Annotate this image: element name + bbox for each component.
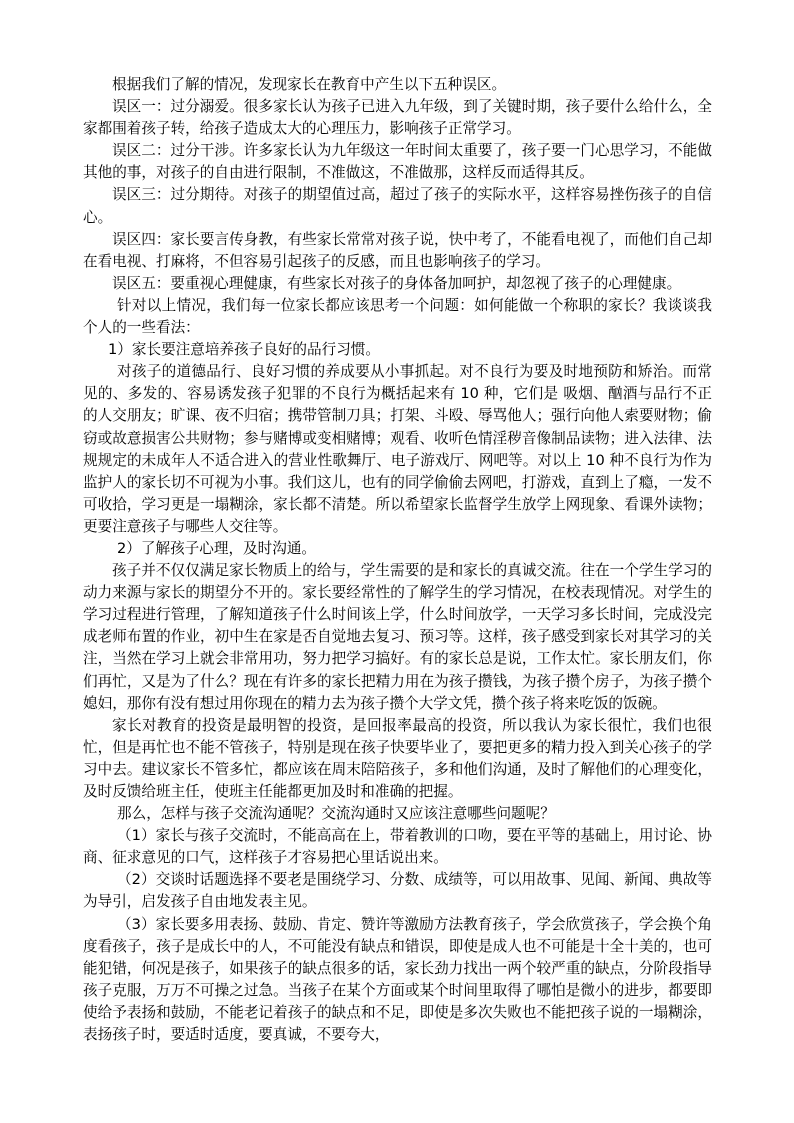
reflection-paragraph: 针对以上情况，我们每一位家长都应该思考一个问题：如何能做一个称职的家长？我谈谈我个人的一些看法： (83, 296, 712, 337)
misconception-1-paragraph: 误区一：过分溺爱。很多家长认为孩子已进入九年级，到了关键时期，孩子要什么给什么，全家都围着孩子转，给孩子造成太大的心理压力，影响孩子正常学习。 (83, 98, 712, 138)
communication-tip-3-paragraph: （3）家长要多用表扬、鼓励、肯定、赞许等激励方法教育孩子，学会欣赏孩子，学会换个角度看孩子，孩子是成长中的人，不可能没有缺点和错误，即使是成人也不可能是十全十美的，也可能犯错，何况是孩子，如果孩子的缺点很多的话，家长劲力找出一两个较严重的缺点，分阶段指导孩子克服，万万不可操之过急。当孩子在某个方面或某个时间里取得了哪怕是微小的进步，都要即使给予表扬和鼓励，不能老记着孩子的缺点和不足，即使是多次失败也不能把孩子说的一塌糊涂，表扬孩子时，要适时适度，要真诚，不要夸大， (83, 915, 712, 1044)
section-2-body-paragraph: 孩子并不仅仅满足家长物质上的给与，学生需要的是和家长的真诚交流。往在一个学生学习的动力来源与家长的期望分不开的。家长要经常性的了解学生的学习情况，在校表现情况。对学生的学习过程进行管理，了解知道孩子什么时间该上学，什么时间放学，一天学习多长时间，完成没完成老师布置的作业，初中生在家是否自觉地去复习、预习等。这样，孩子感受到家长对其学习的关注，当然在学习上就会非常用功，努力把学习搞好。有的家长总是说，工作太忙。家长朋友们，你们再忙，又是为了什么？现在有许多的家长把精力用在为孩子攒钱，为孩子攒个房子，为孩子攒个媳妇，那你有没有想过用你现在的精力去为孩子攒个大学文凭，攒个孩子将来吃饭的饭碗。 (83, 562, 712, 712)
misconception-2-paragraph: 误区二：过分干涉。许多家长认为九年级这一年时间太重要了，孩子要一门心思学习，不能做其他的事，对孩子的自由进行限制，不准做这，不准做那，这样反而适得其反。 (83, 142, 712, 182)
section-1-heading: 1）家长要注意培养孩子良好的品行习惯。 (108, 341, 380, 359)
communication-question-paragraph: 那么，怎样与孩子交流沟通呢？交流沟通时又应该注意哪些问题呢？ (117, 805, 555, 823)
intro-paragraph: 根据我们了解的情况，发现家长在教育中产生以下五种误区。 (112, 76, 507, 93)
misconception-3-paragraph: 误区三：过分期待。对孩子的期望值过高，超过了孩子的实际水平，这样容易挫伤孩子的自信心。 (83, 186, 712, 226)
section-1-body-paragraph: 对孩子的道德品行、良好习惯的养成要从小事抓起。对不良行为要及时地预防和矫治。而常见的、多发的、容易诱发孩子犯罪的不良行为概括起来有 10 种，它们是 吸烟、酗酒与品行不正的人交朋友；旷课、夜不归宿；携带管制刀具；打架、斗殴、辱骂他人；强行向他人索要财物；偷窃或故意损害公共财物；参与赌博或变相赌博；观看、收听色情淫秽音像制品读物；进入法律、法规规定的未成年人不适合进入的营业性歌舞厅、电子游戏厅、网吧等。对以上 10 种不良行为作为监护人的家长切不可视为小事。我们这儿，也有的同学偷偷去网吧，打游戏，直到上了瘾，一发不可收拾，学习更是一塌糊涂，家长都不清楚。所以希望家长监督学生放学上网现象、看课外读物；更要注意孩子与哪些人交往等。 (83, 363, 712, 535)
communication-tip-2-paragraph: （2）交谈时话题选择不要老是围绕学习、分数、成绩等，可以用故事、见闻、新闻、典故等为导引，启发孩子自由地发表主见。 (83, 871, 712, 911)
communication-tip-1-paragraph: （1）家长与孩子交流时，不能高高在上，带着教训的口吻，要在平等的基础上，用讨论、协商、征求意见的口气，这样孩子才容易把心里话说出来。 (83, 827, 712, 867)
misconception-5-paragraph: 误区五：要重视心理健康，有些家长对孩子的身体备加呵护，却忽视了孩子的心理健康。 (112, 274, 682, 292)
misconception-4-paragraph: 误区四：家长要言传身教，有些家长常常对孩子说，快中考了，不能看电视了，而他们自己却在看电视、打麻将，不但容易引起孩子的反感，而且也影响孩子的学习。 (83, 230, 712, 270)
document-page (83, 74, 712, 1046)
investment-paragraph: 家长对教育的投资是最明智的投资，是回报率最高的投资，所以我认为家长很忙，我们也很忙，但是再忙也不能不管孩子，特别是现在孩子快要毕业了，要把更多的精力投入到关心孩子的学习中去。建议家长不管多忙，都应该在周末陪陪孩子，多和他们沟通，及时了解他们的心理变化，及时反馈给班主任，使班主任能都更加及时和准确的把握。 (83, 716, 712, 800)
section-2-heading: 2）了解孩子心理，及时沟通。 (117, 539, 317, 557)
